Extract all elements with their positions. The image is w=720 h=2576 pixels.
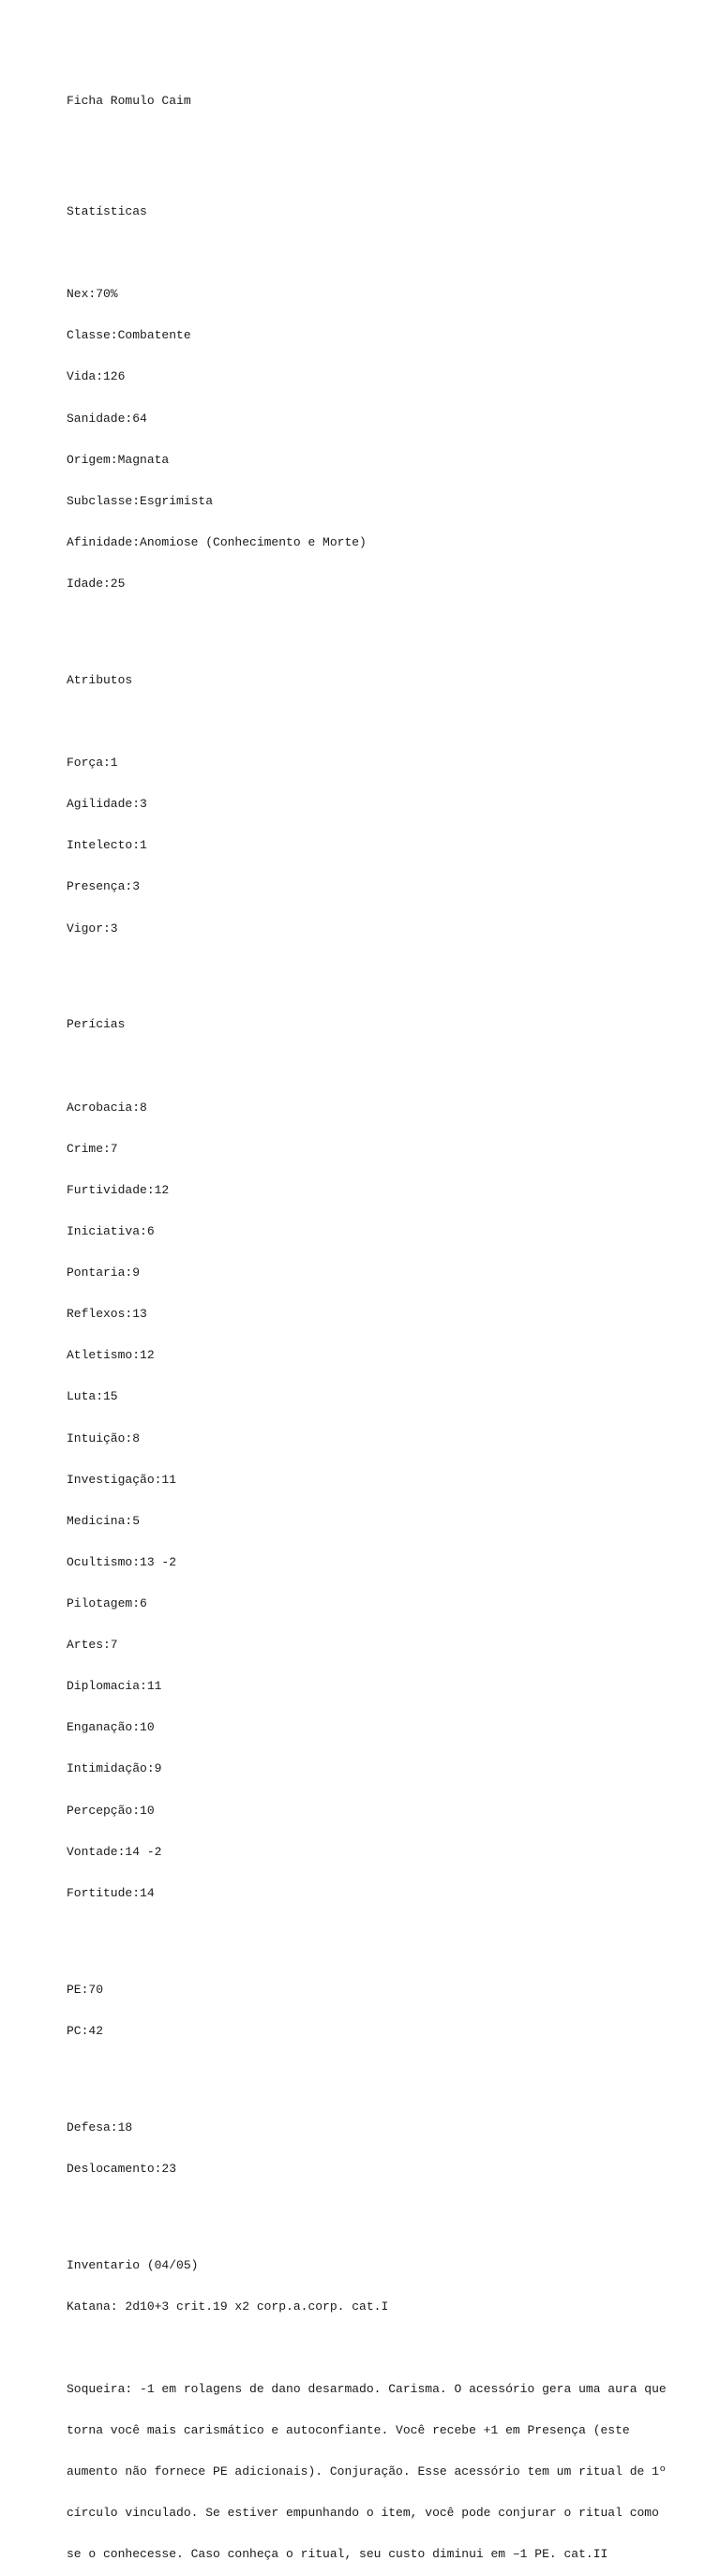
skill-line: Fortitude:14: [67, 1885, 155, 1900]
inventory-accessory-line: aumento não fornece PE adicionais). Conjuração. Esse acessório tem um ritual de 1º: [67, 2464, 667, 2479]
stat-line: Sanidade:64: [67, 411, 147, 426]
stat-line: Subclasse:Esgrimista: [67, 493, 214, 508]
stat-line: Origem:Magnata: [67, 452, 170, 467]
spacer: [67, 2066, 685, 2080]
attribute-line: Presença:3: [67, 879, 141, 894]
attribute-line: Intelecto:1: [67, 838, 147, 853]
skill-line: Atletismo:12: [67, 1348, 155, 1363]
skill-line: Diplomacia:11: [67, 1679, 162, 1694]
skill-line: Furtividade:12: [67, 1182, 170, 1197]
spacer: [67, 2342, 685, 2356]
inventory-weapon: Katana: 2d10+3 crit.19 x2 corp.a.corp. cat.I: [67, 2299, 389, 2314]
attribute-line: Agilidade:3: [67, 797, 147, 812]
skill-line: Pilotagem:6: [67, 1595, 147, 1610]
document-page: [67, 67, 685, 2576]
skill-line: Artes:7: [67, 1638, 118, 1653]
spacer: [67, 1060, 685, 1074]
skill-line: Vontade:14 -2: [67, 1844, 162, 1859]
skill-line: Iniciativa:6: [67, 1223, 155, 1238]
skill-line: Pontaria:9: [67, 1266, 141, 1281]
skill-line: Medicina:5: [67, 1513, 141, 1528]
spacer: [67, 619, 685, 633]
points-line: PE:70: [67, 1982, 104, 1997]
document-title: Ficha Romulo Caim: [67, 94, 191, 109]
inventory-accessory-line: se o conhecesse. Caso conheça o ritual, seu custo diminui em –1 PE. cat.II: [67, 2547, 608, 2562]
spacer: [67, 2204, 685, 2218]
spacer: [67, 137, 685, 164]
defense-line: Defesa:18: [67, 2119, 133, 2134]
points-line: PC:42: [67, 2023, 104, 2038]
stat-line: Vida:126: [67, 369, 126, 384]
stat-line: Afinidade:Anomiose (Conhecimento e Morte): [67, 534, 367, 549]
inventory-heading: Inventario (04/05): [67, 2257, 199, 2272]
attribute-line: Força:1: [67, 756, 118, 771]
spacer: [67, 1928, 685, 1942]
skills-heading: Perícias: [67, 1017, 126, 1032]
skill-line: Reflexos:13: [67, 1307, 147, 1322]
attributes-heading: Atributos: [67, 672, 133, 687]
skill-line: Ocultismo:13 -2: [67, 1554, 177, 1569]
skill-line: Enganação:10: [67, 1720, 155, 1735]
stat-line: Classe:Combatente: [67, 328, 191, 343]
inventory-accessory-line: torna você mais carismático e autoconfiante. Você recebe +1 em Presença (este: [67, 2423, 630, 2438]
skill-line: Acrobacia:8: [67, 1100, 147, 1115]
skill-line: Intuição:8: [67, 1430, 141, 1445]
stat-line: Idade:25: [67, 576, 126, 591]
attribute-line: Vigor:3: [67, 921, 118, 936]
spacer: [67, 247, 685, 261]
defense-line: Deslocamento:23: [67, 2161, 177, 2176]
spacer: [67, 964, 685, 978]
skill-line: Intimidação:9: [67, 1761, 162, 1776]
skill-line: Luta:15: [67, 1389, 118, 1404]
inventory-accessory-line: Soqueira: -1 em rolagens de dano desarmado. Carisma. O acessório gera uma aura que: [67, 2381, 667, 2396]
skill-line: Crime:7: [67, 1141, 118, 1156]
stat-line: Nex:70%: [67, 287, 118, 302]
statistics-heading: Statísticas: [67, 204, 147, 219]
inventory-accessory-line: círculo vinculado. Se estiver empunhando o item, você pode conjurar o ritual como: [67, 2506, 659, 2521]
skill-line: Investigação:11: [67, 1472, 177, 1487]
skill-line: Percepção:10: [67, 1803, 155, 1818]
spacer: [67, 715, 685, 729]
